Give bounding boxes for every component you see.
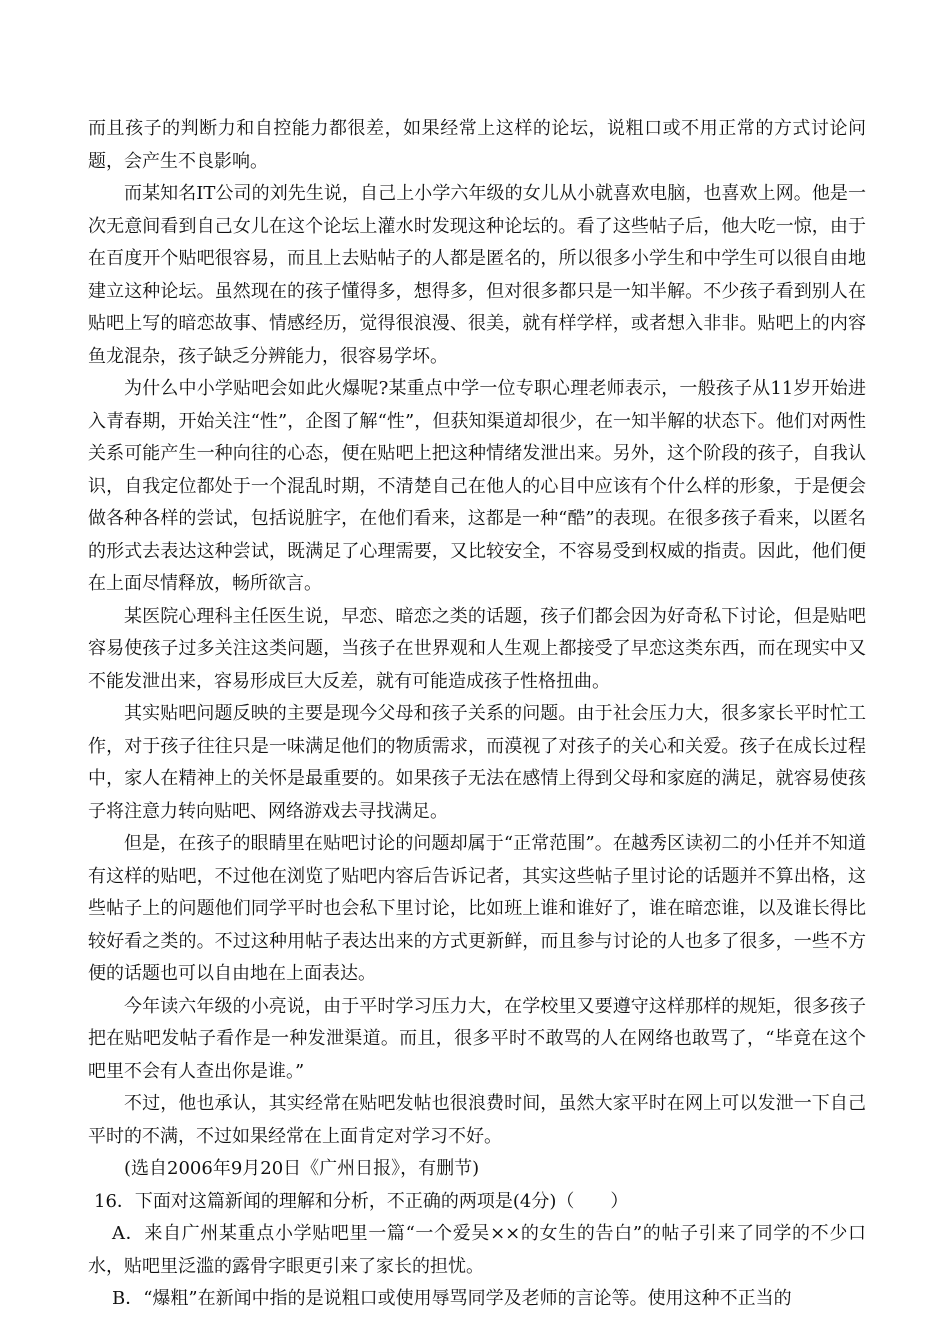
paragraph-parents: 其实贴吧问题反映的主要是现今父母和孩子关系的问题。由于社会压力大，很多家长平时忙工作，对于孩子往往只是一味满足他们的物质需求，而漠视了对孩子的关心和关爱。孩子在成长过程中，家人在精神上的关怀是最重要的。如果孩子无法在感情上得到父母和家庭的满足，就容易使孩子将注意力转向贴吧、网络游戏去寻找满足。 [88, 703, 866, 822]
paragraph-xiaoliang: 今年读六年级的小亮说，由于平时学习压力大，在学校里又要遵守这样那样的规矩，很多孩子把在贴吧发帖子看作是一种发泄渠道。而且，很多平时不敢骂的人在网络也敢骂了，“毕竟在这个吧里不会有人查出你是谁。” [88, 995, 866, 1082]
paragraph-admission: 不过，他也承认，其实经常在贴吧发帖也很浪费时间，虽然大家平时在网上可以发泄一下自己平时的不满，不过如果经常在上面肯定对学习不好。 [88, 1093, 866, 1147]
paragraph-xiaoren: 但是，在孩子的眼睛里在贴吧讨论的问题却属于“正常范围”。在越秀区读初二的小任并不知道有这样的贴吧，不过他在浏览了贴吧内容后告诉记者，其实这些帖子里讨论的话题并不算出格，这些帖子上的问题他们同学平时也会私下里讨论，比如班上谁和谁好了，谁在暗恋谁，以及谁长得比较好看之类的。不过这种用帖子表达出来的方式更新鲜，而且参与讨论的人也多了很多，一些不方便的话题也可以自由地在上面表达。 [88, 833, 866, 984]
paragraph-continued: 而且孩子的判断力和自控能力都很差，如果经常上这样的论坛，说粗口或不用正常的方式讨论问题，会产生不良影响。 [88, 118, 866, 172]
source-citation: (选自2006年9月20日《广州日报》，有删节) [124, 1158, 480, 1179]
option-a: A．来自广州某重点小学贴吧里一篇“一个爱吴××的女生的告白”的帖子引来了同学的不少口水，贴吧里泛滥的露骨字眼更引来了家长的担忧。 [88, 1223, 866, 1277]
paragraph-liu: 而某知名IT公司的刘先生说，自己上小学六年级的女儿从小就喜欢电脑，也喜欢上网。他是一次无意间看到自己女儿在这个论坛上灌水时发现这种论坛的。看了这些帖子后，他大吃一惊，由于在百度开个贴吧很容易，而且上去贴帖子的人都是匿名的，所以很多小学生和中学生可以很自由地建立这种论坛。虽然现在的孩子懂得多，想得多，但对很多都只是一知半解。不少孩子看到别人在贴吧上写的暗恋故事、情感经历，觉得很浪漫、很美，就有样学样，或者想入非非。贴吧上的内容鱼龙混杂，孩子缺乏分辨能力，很容易学坏。 [88, 183, 866, 367]
document-page [88, 113, 866, 1316]
option-b: B．“爆粗”在新闻中指的是说粗口或使用辱骂同学及老师的言论等。使用这种不正当的 [112, 1288, 792, 1309]
paragraph-psychology-teacher: 为什么中小学贴吧会如此火爆呢?某重点中学一位专职心理老师表示，一般孩子从11岁开始进入青春期，开始关注“性”，企图了解“性”，但获知渠道却很少，在一知半解的状态下。他们对两性关系可能产生一种向往的心态，便在贴吧上把这种情绪发泄出来。另外，这个阶段的孩子，自我认识，自我定位都处于一个混乱时期，不清楚自己在他人的心目中应该有个什么样的形象，于是便会做各种各样的尝试，包括说脏字，在他们看来，这都是一种“酷”的表现。在很多孩子看来，以匿名的形式去表达这种尝试，既满足了心理需要，又比较安全，不容易受到权威的指责。因此，他们便在上面尽情释放，畅所欲言。 [88, 378, 866, 594]
question-stem: 16．下面对这篇新闻的理解和分析，不正确的两项是(4分)（ ） [94, 1190, 629, 1212]
paragraph-doctor: 某医院心理科主任医生说，早恋、暗恋之类的话题，孩子们都会因为好奇私下讨论，但是贴吧容易使孩子过多关注这类问题，当孩子在世界观和人生观上都接受了早恋这类东西，而在现实中又不能发泄出来，容易形成巨大反差，就有可能造成孩子性格扭曲。 [88, 605, 866, 692]
